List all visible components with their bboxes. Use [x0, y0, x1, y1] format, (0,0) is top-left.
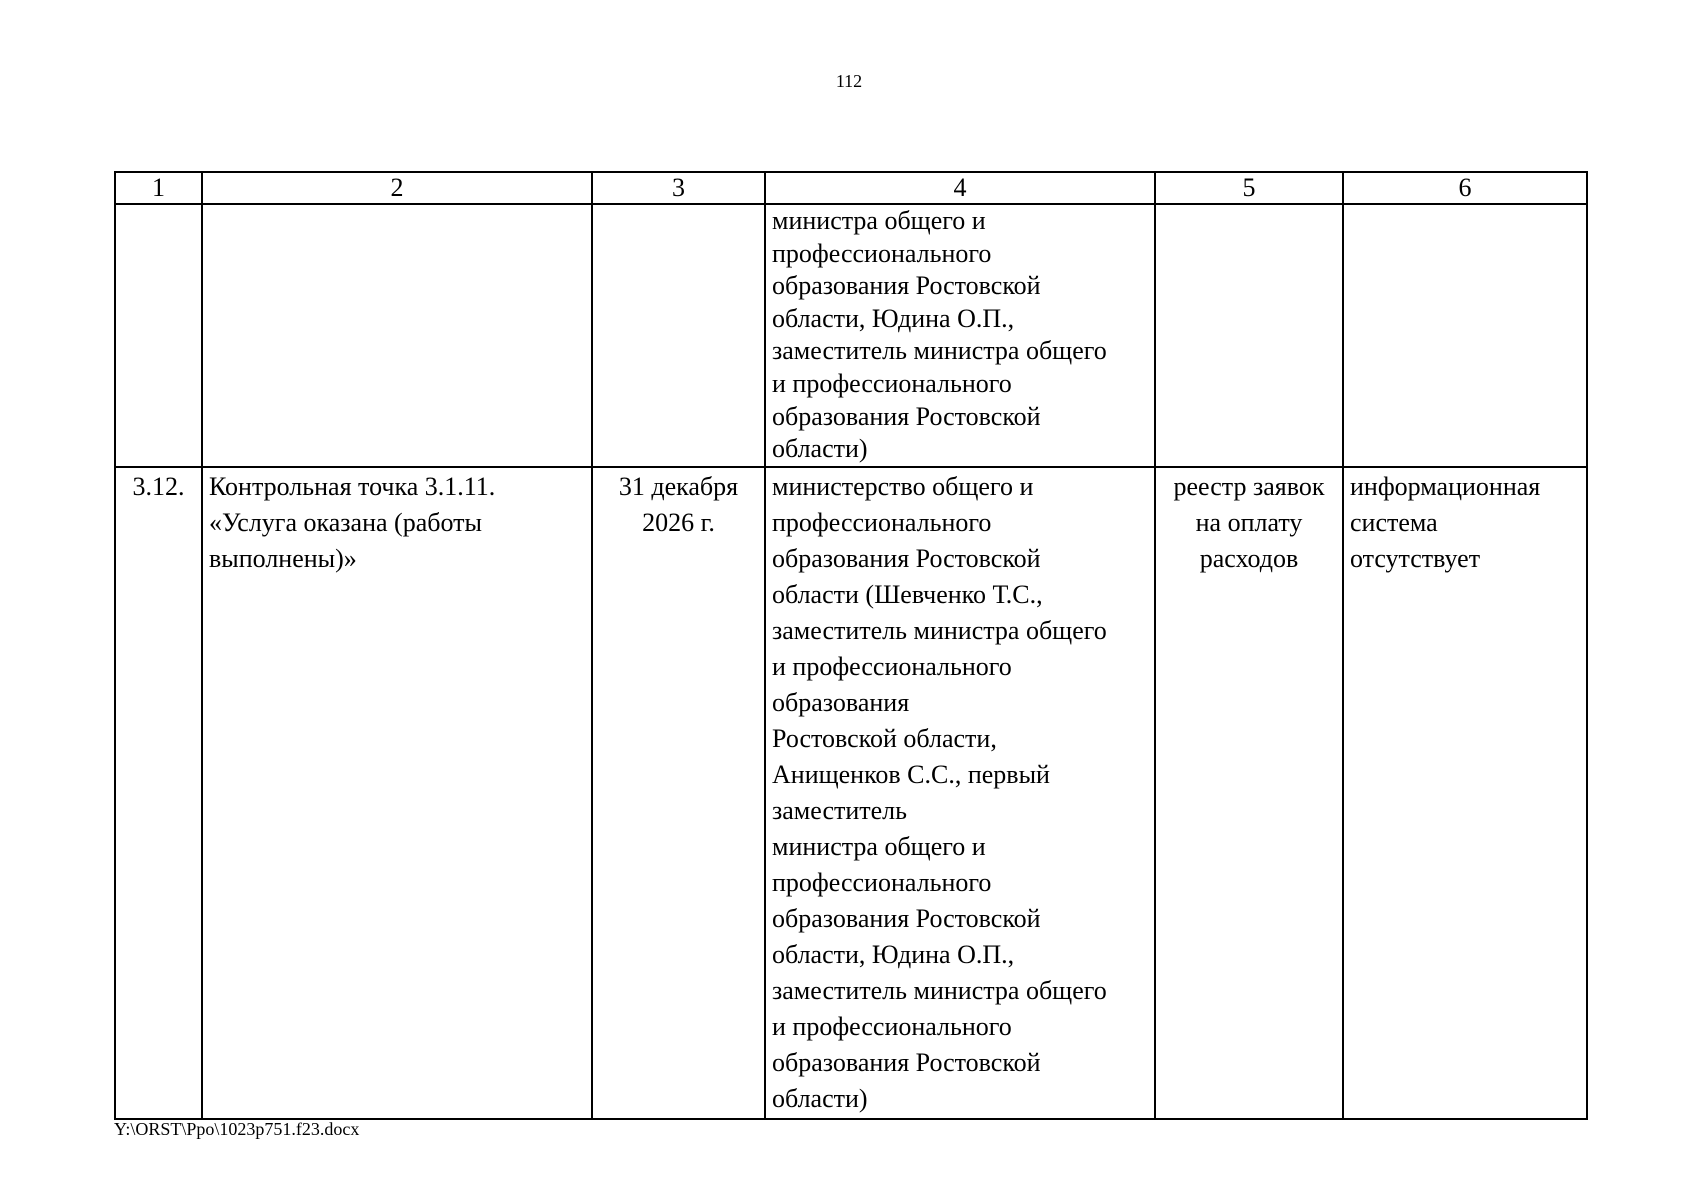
column-header-1: 1 — [115, 172, 202, 204]
text-line: образования Ростовской — [772, 1047, 1041, 1077]
text-line: выполнены)» — [209, 543, 357, 573]
text-line: образования Ростовской — [772, 543, 1041, 573]
text-line: на оплату — [1195, 507, 1303, 537]
cell-empty — [115, 204, 202, 467]
document-table — [114, 171, 1588, 1120]
text-line: Контрольная точка 3.1.11. — [209, 471, 496, 501]
text-line: образования Ростовской — [772, 271, 1041, 301]
text-line: 31 декабря — [618, 471, 739, 501]
text-line: расходов — [1199, 543, 1299, 573]
column-header-5: 5 — [1155, 172, 1343, 204]
column-header-4: 4 — [765, 172, 1155, 204]
text-line: реестр заявок — [1173, 471, 1325, 501]
page-number: 112 — [835, 71, 863, 91]
cell-date — [592, 467, 765, 1119]
footer-file-path: Y:\ORST\Ppo\1023p751.f23.docx — [114, 1119, 360, 1139]
text-line: 2026 г. — [642, 507, 715, 537]
cell-responsible-continued — [765, 204, 1155, 467]
cell-document — [1155, 467, 1343, 1119]
text-line: заместитель министра общего — [772, 336, 1107, 366]
text-line: Ростовской области, — [772, 723, 997, 753]
text-line: заместитель — [772, 795, 908, 825]
text-line: и профессионального — [772, 1011, 1012, 1041]
text-line: образования Ростовской — [772, 903, 1041, 933]
column-header-6: 6 — [1343, 172, 1587, 204]
text-line: области (Шевченко Т.С., — [772, 579, 1043, 609]
text-line: министра общего и — [772, 206, 986, 235]
text-line: информационная — [1350, 471, 1541, 501]
table-row — [115, 467, 1587, 1119]
cell-empty — [202, 204, 592, 467]
text-line: профессионального — [772, 867, 992, 897]
text-line: «Услуга оказана (работы — [209, 507, 482, 537]
column-header-3: 3 — [592, 172, 765, 204]
text-line: министра общего и — [772, 831, 986, 861]
text-line: образования — [772, 687, 910, 717]
cell-empty — [592, 204, 765, 467]
text-line: Анищенков С.С., первый — [772, 759, 1050, 789]
text-line: профессионального — [772, 238, 992, 268]
text-line: области) — [772, 434, 868, 464]
cell-title — [202, 467, 592, 1119]
text-line: отсутствует — [1350, 543, 1481, 573]
cell-empty — [1155, 204, 1343, 467]
text-line: заместитель министра общего — [772, 615, 1107, 645]
text-line: министерство общего и — [772, 471, 1034, 501]
text-line: области, Юдина О.П., — [772, 939, 1015, 969]
table-row-continuation — [115, 204, 1587, 467]
cell-information-system — [1343, 467, 1587, 1119]
table-header-row — [115, 172, 1587, 204]
text-line: профессионального — [772, 507, 992, 537]
text-line: образования Ростовской — [772, 401, 1041, 431]
text-line: области, Юдина О.П., — [772, 303, 1015, 333]
text-line: система — [1350, 507, 1438, 537]
cell-row-number: 3.12. — [115, 467, 202, 1119]
text-line: заместитель министра общего — [772, 975, 1107, 1005]
cell-empty — [1343, 204, 1587, 467]
column-header-2: 2 — [202, 172, 592, 204]
text-line: и профессионального — [772, 368, 1012, 398]
cell-responsible — [765, 467, 1155, 1119]
text-line: и профессионального — [772, 651, 1012, 681]
text-line: области) — [772, 1083, 868, 1113]
